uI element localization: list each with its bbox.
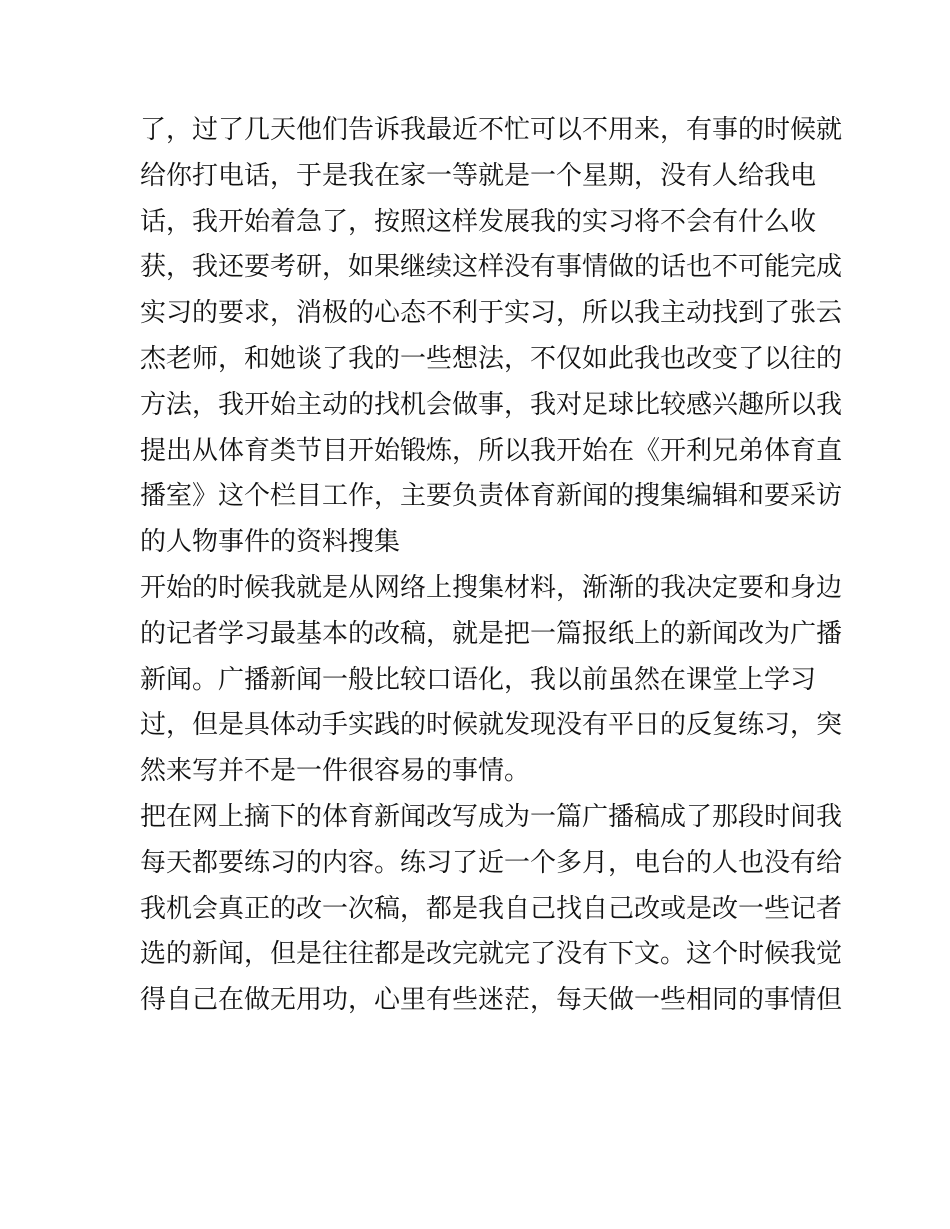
body-text	[140, 108, 843, 1024]
text-line: 的人物事件的资料搜集	[140, 527, 401, 558]
text-line: 了，过了几天他们告诉我最近不忙可以不用来，有事的时候就	[140, 115, 843, 145]
text-line: 选的新闻，但是往往都是改完就完了没有下文。这个时候我觉	[140, 939, 843, 970]
text-line: 实习的要求，消极的心态不利于实习，所以我主动找到了张云	[140, 298, 843, 329]
text-line: 每天都要练习的内容。练习了近一个多月，电台的人也没有给	[140, 847, 843, 878]
text-line: 杰老师，和她谈了我的一些想法，不仅如此我也改变了以往的	[140, 343, 843, 374]
text-line: 过，但是具体动手实践的时候就发现没有平日的反复练习，突	[140, 710, 843, 741]
text-line: 然来写并不是一件很容易的事情。	[140, 756, 531, 787]
text-line: 播室》这个栏目工作，主要负责体育新闻的搜集编辑和要采访	[140, 481, 843, 512]
text-line: 得自己在做无用功，心里有些迷茫，每天做一些相同的事情但	[140, 985, 843, 1016]
text-line: 开始的时候我就是从网络上搜集材料，渐渐的我决定要和身边	[140, 572, 843, 603]
text-line: 获，我还要考研，如果继续这样没有事情做的话也不可能完成	[140, 252, 843, 283]
text-line: 提出从体育类节目开始锻炼，所以我开始在《开利兄弟体育直	[140, 435, 843, 466]
text-line: 给你打电话，于是我在家一等就是一个星期，没有人给我电	[140, 160, 817, 191]
text-line: 话，我开始着急了，按照这样发展我的实习将不会有什么收	[140, 206, 817, 237]
text-line: 方法，我开始主动的找机会做事，我对足球比较感兴趣所以我	[140, 389, 843, 420]
text-line: 新闻。广播新闻一般比较口语化，我以前虽然在课堂上学习	[140, 664, 817, 695]
text-line: 的记者学习最基本的改稿，就是把一篇报纸上的新闻改为广播	[140, 618, 843, 649]
text-line: 我机会真正的改一次稿，都是我自己找自己改或是改一些记者	[140, 893, 843, 924]
text-line: 把在网上摘下的体育新闻改写成为一篇广播稿成了那段时间我	[140, 801, 843, 832]
